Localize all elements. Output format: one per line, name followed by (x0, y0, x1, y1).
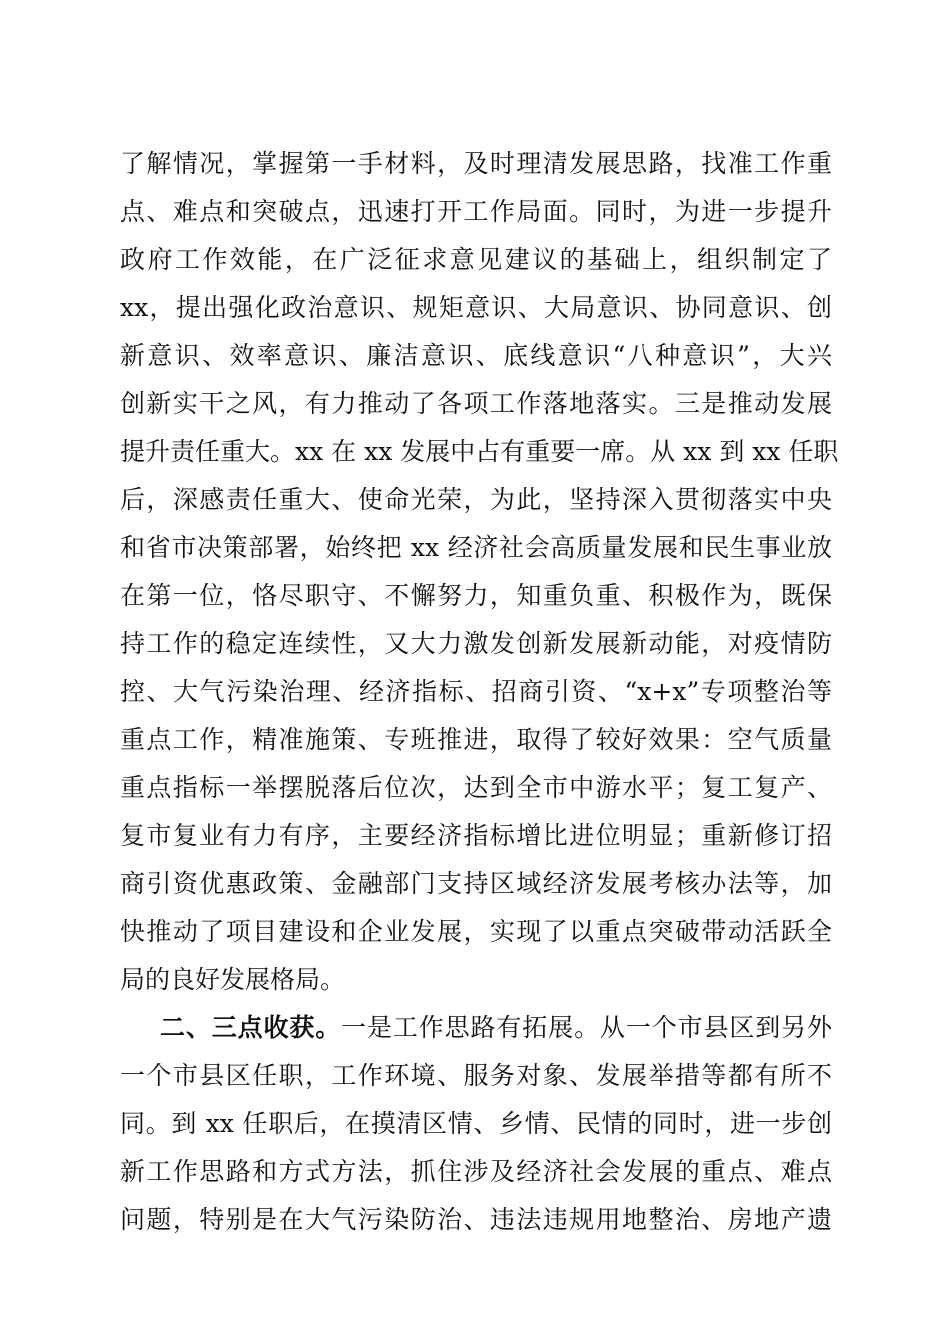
paragraph-1-line-18: 局的良好发展格局。 (120, 965, 346, 994)
paragraph-1-line-13: 重点工作，精准施策、专班推进，取得了较好效果：空气质量 (120, 725, 832, 754)
paragraph-1-line-11: 持工作的稳定连续性，又大力激发创新发展新动能，对疫情防 (120, 629, 832, 658)
paragraph-2-line-5: 问题，特别是在大气污染防治、违法违规用地整治、房地产遗 (120, 1205, 832, 1234)
paragraph-1-line-14: 重点指标一举摆脱落后位次，达到全市中游水平；复工复产、 (120, 773, 832, 802)
paragraph-1-line-15: 复市复业有力有序，主要经济指标增比进位明显；重新修订招 (120, 821, 832, 850)
paragraph-2-line-4: 新工作思路和方式方法，抓住涉及经济社会发展的重点、难点 (120, 1157, 832, 1186)
paragraph-1-line-9: 和省市决策部署，始终把 xx 经济社会高质量发展和民生事业放 (120, 533, 832, 562)
paragraph-1-line-5: 新意识、效率意识、廉洁意识、底线意识“八种意识”，大兴 (120, 341, 832, 370)
paragraph-2-line-3: 同。到 xx 任职后，在摸清区情、乡情、民情的同时，进一步创 (120, 1109, 832, 1138)
paragraph-1-line-17: 快推动了项目建设和企业发展，实现了以重点突破带动活跃全 (120, 917, 832, 946)
paragraph-1-line-7: 提升责任重大。xx 在 xx 发展中占有重要一席。从 xx 到 xx 任职 (120, 437, 839, 466)
paragraph-1-line-16: 商引资优惠政策、金融部门支持区域经济发展考核办法等，加 (120, 869, 832, 898)
paragraph-2-line-1-text: 一是工作思路有拓展。从一个市县区到另外 (341, 1013, 832, 1042)
paragraph-2-line-2: 一个市县区任职，工作环境、服务对象、发展举措等都有所不 (120, 1061, 832, 1090)
paragraph-1-line-6: 创新实干之风，有力推动了各项工作落地落实。三是推动发展 (120, 389, 832, 418)
paragraph-1-line-4: xx，提出强化政治意识、规矩意识、大局意识、协同意识、创 (120, 293, 832, 322)
paragraph-1-line-12: 控、大气污染治理、经济指标、招商引资、“x+x”专项整治等 (120, 677, 832, 706)
paragraph-1-line-8: 后，深感责任重大、使命光荣，为此，坚持深入贯彻落实中央 (120, 485, 832, 514)
section-heading: 二、三点收获。 (160, 1013, 342, 1042)
paragraph-1-line-1: 了解情况，掌握第一手材料，及时理清发展思路，找准工作重 (120, 149, 832, 178)
paragraph-1-line-3: 政府工作效能，在广泛征求意见建议的基础上，组织制定了 (120, 245, 832, 274)
paragraph-1-line-2: 点、难点和突破点，迅速打开工作局面。同时，为进一步提升 (120, 197, 832, 226)
paragraph-2-line-1 (160, 1004, 832, 1052)
paragraph-1-line-10: 在第一位，恪尽职守、不懈努力，知重负重、积极作为，既保 (120, 581, 832, 610)
